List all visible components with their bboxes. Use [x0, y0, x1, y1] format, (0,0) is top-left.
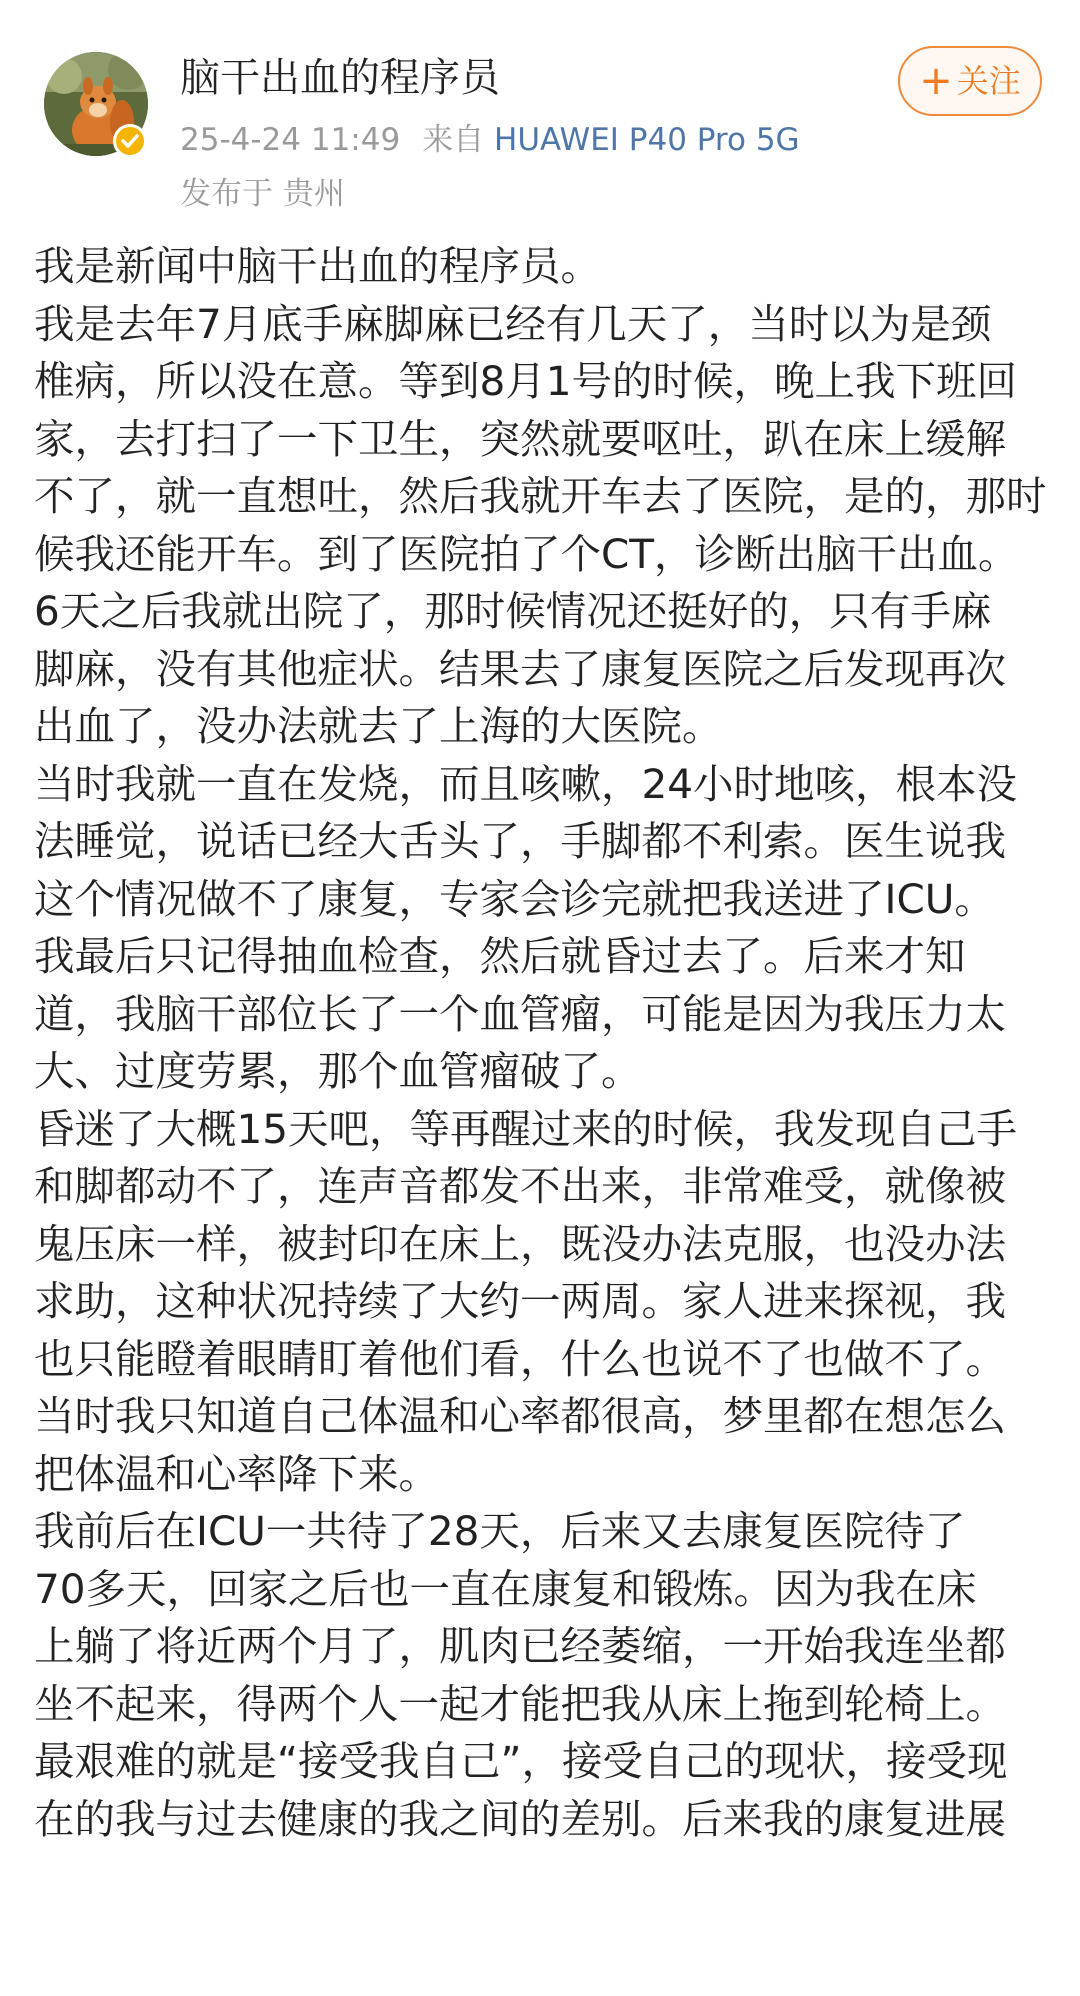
post-line: 不了，就一直想吐，然后我就开车去了医院，是的，那时: [34, 472, 1047, 520]
post-content: [34, 238, 1056, 1848]
post-line: 当时我就一直在发烧，而且咳嗽，24小时地咳，根本没: [34, 759, 1018, 808]
follow-button[interactable]: [898, 46, 1042, 116]
post-line: 把体温和心率降下来。: [34, 1449, 439, 1498]
post-line: 脚麻，没有其他症状。结果去了康复医院之后发现再次: [34, 644, 1006, 693]
post-line: 我是新闻中脑干出血的程序员。: [34, 242, 601, 290]
post-line: 出血了，没办法就去了上海的大医院。: [34, 702, 723, 750]
post-line: 我前后在ICU一共待了28天，后来又去康复医院待了: [34, 1507, 966, 1555]
author-name[interactable]: 脑干出血的程序员: [180, 55, 500, 101]
post-line: 法睡觉，说话已经大舌头了，手脚都不利索。医生说我: [34, 817, 1006, 865]
post-line: 6天之后我就出院了，那时候情况还挺好的，只有手麻: [34, 587, 992, 635]
post-line: 求助，这种状况持续了大约一两周。家人进来探视，我: [34, 1277, 1006, 1325]
post-line: 昏迷了大概15天吧，等再醒过来的时候，我发现自己手: [34, 1104, 1018, 1153]
post-line: 我是去年7月底手麻脚麻已经有几天了，当时以为是颈: [34, 299, 992, 348]
device-link[interactable]: HUAWEI P40 Pro 5G: [494, 122, 800, 158]
post-line: 家，去打扫了一下卫生，突然就要呕吐，趴在床上缓解: [34, 414, 1006, 463]
post-line: 道，我脑干部位长了一个血管瘤，可能是因为我压力太: [34, 989, 1006, 1038]
post-line: 椎病，所以没在意。等到8月1号的时候，晚上我下班回: [34, 357, 1018, 405]
post-line: 也只能瞪着眼睛盯着他们看，什么也说不了也做不了。: [34, 1334, 1006, 1383]
post-line: 我最后只记得抽血检查，然后就昏过去了。后来才知: [34, 932, 966, 980]
post-timestamp: 25-4-24 11:49: [180, 122, 401, 158]
post-line: 最艰难的就是“接受我自己”，接受自己的现状，接受现: [34, 1737, 1008, 1785]
post-line: 鬼压床一样，被封印在床上，既没办法克服，也没办法: [34, 1219, 1006, 1268]
post-line: 坐不起来，得两个人一起才能把我从床上拖到轮椅上。: [34, 1679, 1006, 1728]
post-line: 这个情况做不了康复，专家会诊完就把我送进了ICU。: [34, 874, 995, 923]
post-line: 大、过度劳累，那个血管瘤破了。: [34, 1047, 642, 1095]
verified-badge-icon: [113, 124, 147, 158]
post-meta: [180, 118, 800, 162]
plus-icon: +: [919, 58, 953, 104]
post-header: [0, 0, 1080, 220]
post-line: 当时我只知道自己体温和心率都很高，梦里都在想怎么: [34, 1392, 1006, 1440]
post-line: 上躺了将近两个月了，肌肉已经萎缩，一开始我连坐都: [34, 1622, 1006, 1670]
source-prefix: 来自: [422, 122, 485, 158]
post-line: 在的我与过去健康的我之间的差别。后来我的康复进展: [34, 1794, 1006, 1843]
follow-label: 关注: [956, 62, 1021, 100]
post-line: 和脚都动不了，连声音都发不出来，非常难受，就像被: [34, 1162, 1006, 1210]
post-location: 发布于 贵州: [180, 176, 345, 212]
post-line: 70多天，回家之后也一直在康复和锻炼。因为我在床: [34, 1564, 977, 1613]
post-line: 候我还能开车。到了医院拍了个CT，诊断出脑干出血。: [34, 529, 1019, 578]
